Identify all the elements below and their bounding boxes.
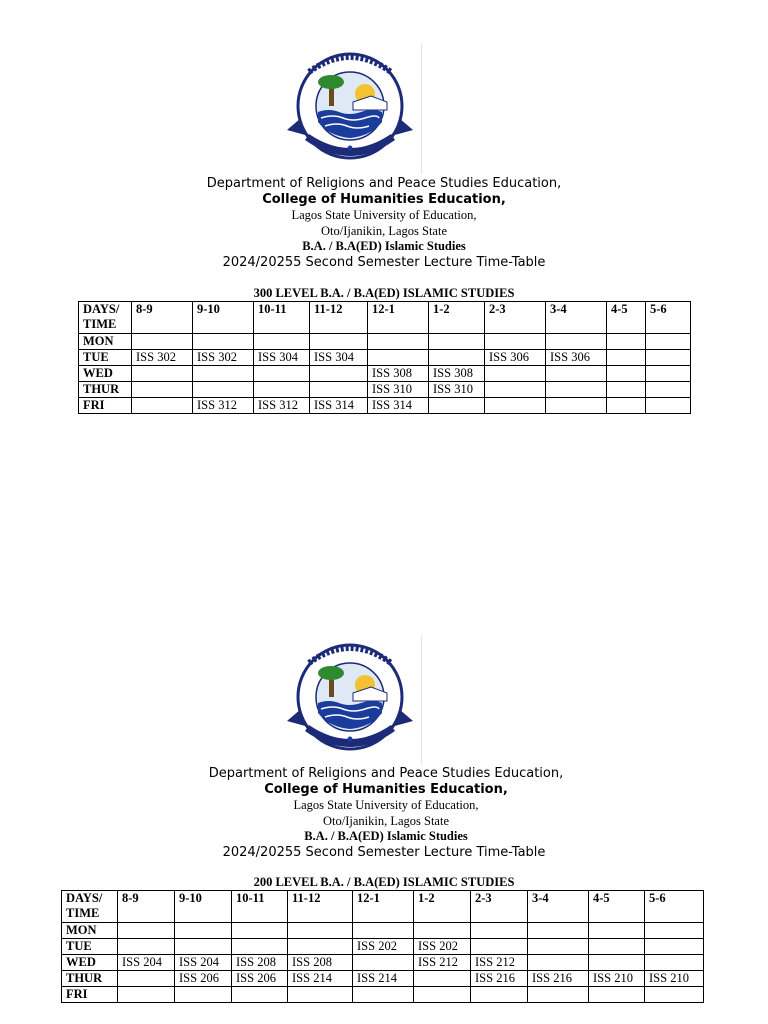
table-row bbox=[62, 939, 704, 955]
table-cell bbox=[645, 939, 704, 955]
table-cell bbox=[546, 382, 607, 398]
day-cell: THUR bbox=[79, 382, 132, 398]
table-cell: ISS 302 bbox=[132, 350, 193, 366]
table-cell bbox=[589, 955, 645, 971]
table-cell bbox=[607, 382, 646, 398]
table-cell bbox=[607, 398, 646, 414]
table-cell bbox=[288, 987, 353, 1003]
table-cell bbox=[589, 939, 645, 955]
table-cell: ISS 308 bbox=[429, 366, 485, 382]
day-cell: TUE bbox=[79, 350, 132, 366]
table-cell bbox=[368, 350, 429, 366]
table-cell bbox=[353, 987, 414, 1003]
university-seal-icon bbox=[279, 635, 422, 765]
day-cell: WED bbox=[79, 366, 132, 382]
table-cell bbox=[132, 366, 193, 382]
table-cell bbox=[254, 366, 310, 382]
programme-name: B.A. / B.A(ED) Islamic Studies bbox=[304, 829, 468, 843]
table-cell bbox=[118, 987, 175, 1003]
time-header: 4-5 bbox=[589, 891, 645, 923]
table-cell: ISS 314 bbox=[310, 398, 368, 414]
university-name: Lagos State University of Education, bbox=[293, 798, 479, 812]
table-cell bbox=[429, 334, 485, 350]
table-cell bbox=[193, 366, 254, 382]
time-header: 11-12 bbox=[310, 302, 368, 334]
time-header: 8-9 bbox=[132, 302, 193, 334]
table-row bbox=[62, 923, 704, 939]
time-header: 11-12 bbox=[288, 891, 353, 923]
table-cell: ISS 214 bbox=[353, 971, 414, 987]
table-cell bbox=[646, 350, 691, 366]
time-header: 1-2 bbox=[429, 302, 485, 334]
table-row bbox=[79, 366, 691, 382]
table-cell: ISS 310 bbox=[368, 382, 429, 398]
table-cell bbox=[118, 939, 175, 955]
table-cell: ISS 314 bbox=[368, 398, 429, 414]
table-cell: ISS 206 bbox=[175, 971, 232, 987]
table-cell: ISS 306 bbox=[546, 350, 607, 366]
table-cell: ISS 302 bbox=[193, 350, 254, 366]
table-cell bbox=[645, 955, 704, 971]
table-cell bbox=[528, 987, 589, 1003]
table-cell bbox=[310, 382, 368, 398]
table-cell: ISS 306 bbox=[485, 350, 546, 366]
table-header-row bbox=[79, 302, 691, 334]
table-cell bbox=[471, 987, 528, 1003]
day-cell: FRI bbox=[79, 398, 132, 414]
table-cell: ISS 216 bbox=[471, 971, 528, 987]
table-row bbox=[62, 987, 704, 1003]
college-name: College of Humanities Education, bbox=[264, 782, 508, 797]
table-cell bbox=[429, 350, 485, 366]
timetable-table bbox=[61, 890, 704, 1003]
table-cell bbox=[546, 366, 607, 382]
table-cell bbox=[607, 350, 646, 366]
table-cell bbox=[193, 334, 254, 350]
table-cell bbox=[528, 923, 589, 939]
day-cell: FRI bbox=[62, 987, 118, 1003]
table-cell: ISS 310 bbox=[429, 382, 485, 398]
table-cell: ISS 202 bbox=[414, 939, 471, 955]
time-header: 5-6 bbox=[645, 891, 704, 923]
table-cell: ISS 214 bbox=[288, 971, 353, 987]
days-time-header: DAYS/ TIME bbox=[79, 302, 132, 334]
university-location: Oto/Ijanikin, Lagos State bbox=[322, 814, 450, 828]
table-cell bbox=[646, 334, 691, 350]
time-header: 1-2 bbox=[414, 891, 471, 923]
table-cell bbox=[254, 382, 310, 398]
table-cell: ISS 206 bbox=[232, 971, 288, 987]
table-cell bbox=[232, 939, 288, 955]
timetable-section-300 bbox=[0, 0, 768, 430]
table-title: 200 LEVEL B.A. / B.A(ED) ISLAMIC STUDIES bbox=[253, 875, 515, 889]
day-cell: MON bbox=[79, 334, 132, 350]
table-cell bbox=[429, 398, 485, 414]
table-cell bbox=[546, 334, 607, 350]
table-cell: ISS 304 bbox=[254, 350, 310, 366]
table-cell bbox=[353, 923, 414, 939]
table-cell bbox=[132, 382, 193, 398]
table-cell bbox=[288, 923, 353, 939]
table-cell: ISS 212 bbox=[471, 955, 528, 971]
day-cell: THUR bbox=[62, 971, 118, 987]
table-cell bbox=[485, 334, 546, 350]
table-cell bbox=[589, 923, 645, 939]
table-cell: ISS 312 bbox=[254, 398, 310, 414]
time-header: 10-11 bbox=[232, 891, 288, 923]
table-cell bbox=[546, 398, 607, 414]
table-title: 300 LEVEL B.A. / B.A(ED) ISLAMIC STUDIES bbox=[253, 286, 515, 300]
table-cell bbox=[645, 923, 704, 939]
table-cell bbox=[646, 366, 691, 382]
table-cell: ISS 308 bbox=[368, 366, 429, 382]
time-header: 2-3 bbox=[485, 302, 546, 334]
table-cell bbox=[414, 923, 471, 939]
table-cell bbox=[175, 923, 232, 939]
table-cell: ISS 208 bbox=[288, 955, 353, 971]
table-cell: ISS 202 bbox=[353, 939, 414, 955]
time-header: 9-10 bbox=[193, 302, 254, 334]
table-cell bbox=[414, 987, 471, 1003]
time-header: 10-11 bbox=[254, 302, 310, 334]
table-cell bbox=[310, 334, 368, 350]
table-cell bbox=[254, 334, 310, 350]
table-cell bbox=[589, 987, 645, 1003]
table-cell bbox=[607, 366, 646, 382]
department-name: Department of Religions and Peace Studies Education, bbox=[206, 176, 562, 191]
table-cell bbox=[485, 366, 546, 382]
table-cell: ISS 304 bbox=[310, 350, 368, 366]
table-row bbox=[79, 334, 691, 350]
time-header: 4-5 bbox=[607, 302, 646, 334]
days-time-header: DAYS/ TIME bbox=[62, 891, 118, 923]
session-title: 2024/20255 Second Semester Lecture Time-Table bbox=[222, 255, 546, 270]
table-row bbox=[79, 398, 691, 414]
table-cell: ISS 212 bbox=[414, 955, 471, 971]
department-name: Department of Religions and Peace Studies Education, bbox=[208, 766, 564, 781]
table-cell bbox=[132, 334, 193, 350]
table-cell bbox=[528, 955, 589, 971]
table-cell: ISS 210 bbox=[645, 971, 704, 987]
table-cell: ISS 210 bbox=[589, 971, 645, 987]
day-cell: TUE bbox=[62, 939, 118, 955]
table-cell: ISS 208 bbox=[232, 955, 288, 971]
table-cell bbox=[232, 923, 288, 939]
table-cell: ISS 204 bbox=[175, 955, 232, 971]
table-cell bbox=[471, 923, 528, 939]
day-cell: WED bbox=[62, 955, 118, 971]
table-cell bbox=[310, 366, 368, 382]
table-cell bbox=[646, 382, 691, 398]
university-name: Lagos State University of Education, bbox=[291, 208, 477, 222]
table-cell bbox=[607, 334, 646, 350]
table-cell bbox=[175, 939, 232, 955]
time-header: 3-4 bbox=[546, 302, 607, 334]
university-location: Oto/Ijanikin, Lagos State bbox=[320, 224, 448, 238]
session-title: 2024/20255 Second Semester Lecture Time-Table bbox=[222, 845, 546, 860]
table-cell bbox=[485, 382, 546, 398]
table-cell bbox=[414, 971, 471, 987]
table-cell bbox=[646, 398, 691, 414]
time-header: 12-1 bbox=[368, 302, 429, 334]
time-header: 12-1 bbox=[353, 891, 414, 923]
university-seal-icon bbox=[279, 44, 422, 174]
table-cell: ISS 204 bbox=[118, 955, 175, 971]
table-header-row bbox=[62, 891, 704, 923]
table-cell bbox=[175, 987, 232, 1003]
table-row bbox=[79, 382, 691, 398]
time-header: 9-10 bbox=[175, 891, 232, 923]
table-cell bbox=[528, 939, 589, 955]
college-name: College of Humanities Education, bbox=[262, 192, 506, 207]
table-cell bbox=[471, 939, 528, 955]
day-cell: MON bbox=[62, 923, 118, 939]
table-cell bbox=[232, 987, 288, 1003]
table-row bbox=[62, 971, 704, 987]
table-cell bbox=[118, 971, 175, 987]
table-cell: ISS 312 bbox=[193, 398, 254, 414]
table-row bbox=[79, 350, 691, 366]
time-header: 8-9 bbox=[118, 891, 175, 923]
programme-name: B.A. / B.A(ED) Islamic Studies bbox=[302, 239, 466, 253]
timetable-table bbox=[78, 301, 691, 414]
table-cell bbox=[288, 939, 353, 955]
table-cell: ISS 216 bbox=[528, 971, 589, 987]
time-header: 5-6 bbox=[646, 302, 691, 334]
table-cell bbox=[485, 398, 546, 414]
table-cell bbox=[353, 955, 414, 971]
time-header: 3-4 bbox=[528, 891, 589, 923]
table-cell bbox=[132, 398, 193, 414]
table-cell bbox=[193, 382, 254, 398]
table-row bbox=[62, 955, 704, 971]
time-header: 2-3 bbox=[471, 891, 528, 923]
table-cell bbox=[368, 334, 429, 350]
table-cell bbox=[645, 987, 704, 1003]
table-cell bbox=[118, 923, 175, 939]
